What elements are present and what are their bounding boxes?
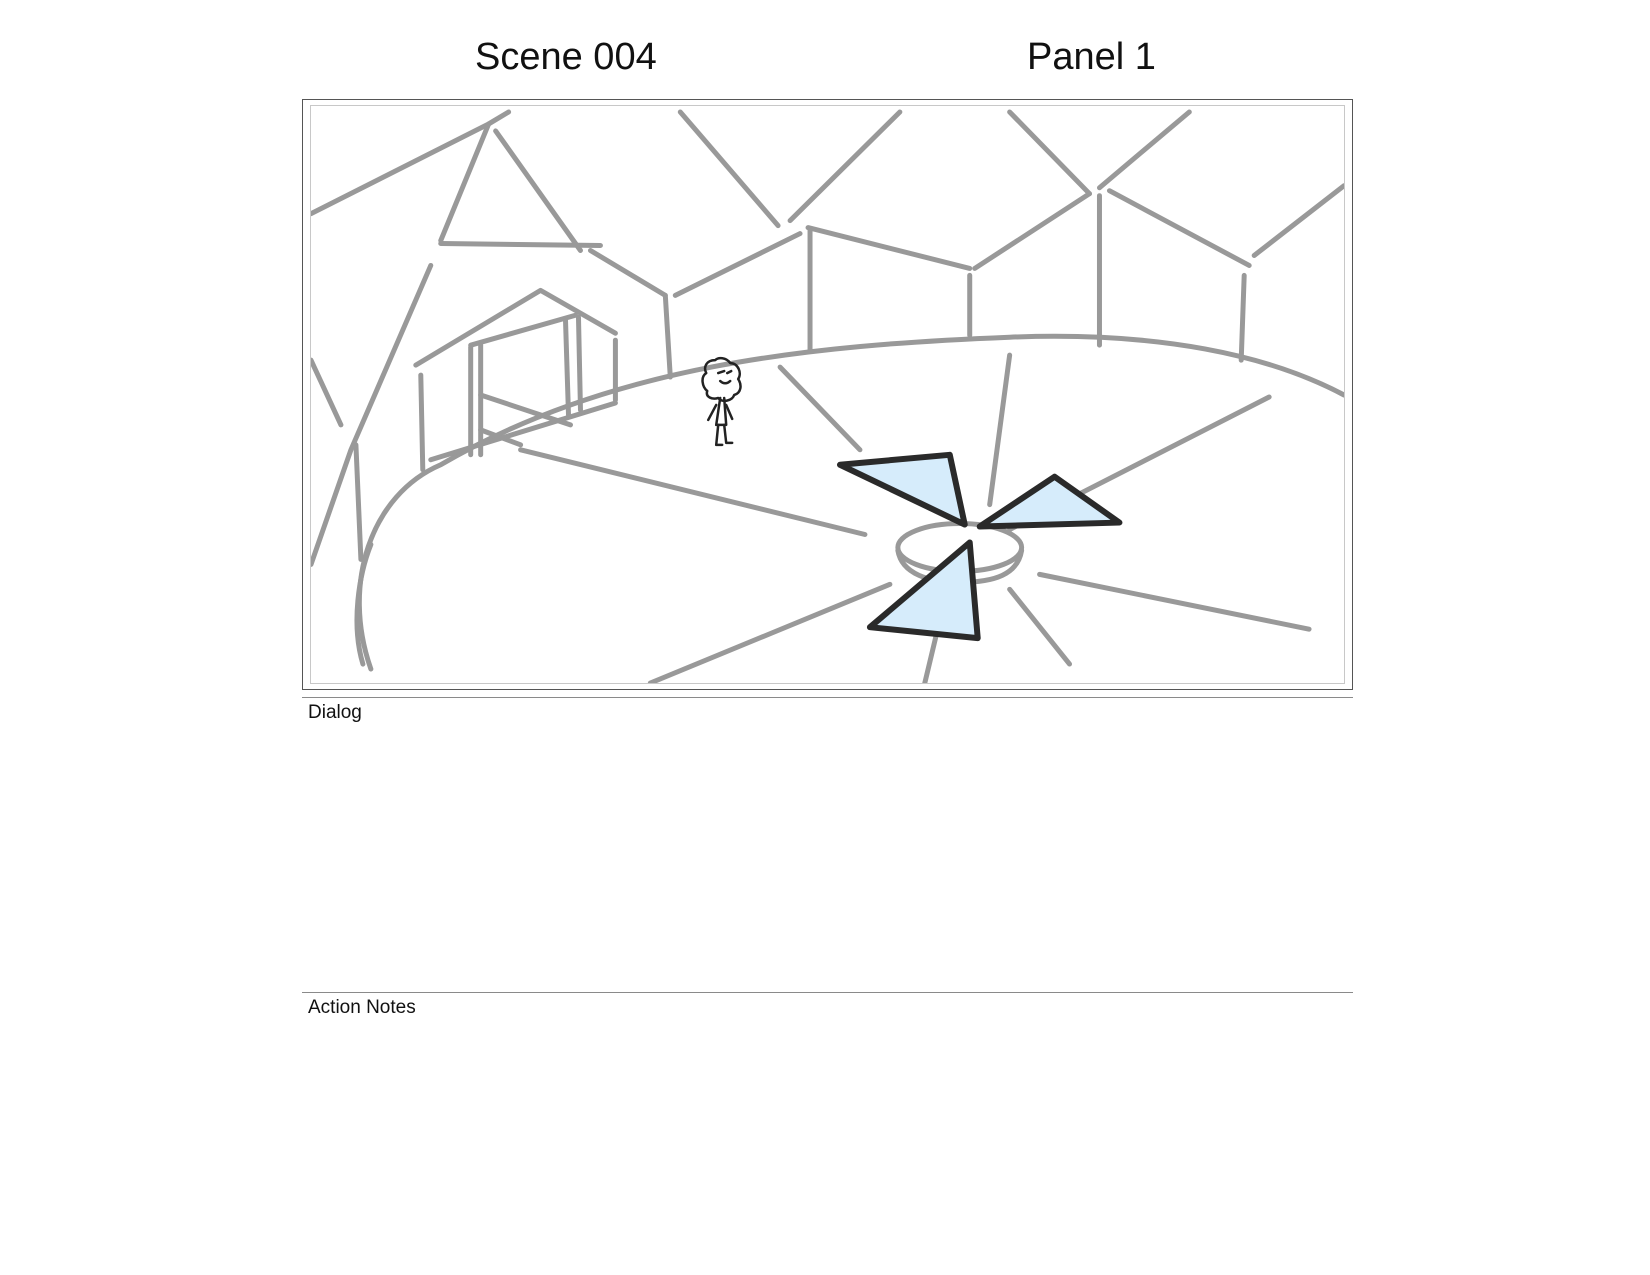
dialog-divider: [302, 697, 1353, 698]
sketch-illustration: [311, 106, 1344, 683]
dome-structure-lines: [311, 112, 1344, 683]
tripod-triangles: [840, 455, 1119, 638]
character-figure: [703, 358, 741, 445]
panel-number: Panel 1: [1027, 36, 1156, 78]
action-notes-label: Action Notes: [308, 997, 416, 1018]
action-notes-divider: [302, 992, 1353, 993]
storyboard-panel-drawing: [310, 105, 1345, 684]
storyboard-panel-frame: [302, 99, 1353, 690]
dialog-label: Dialog: [308, 702, 362, 723]
scene-number: Scene 004: [475, 36, 657, 78]
